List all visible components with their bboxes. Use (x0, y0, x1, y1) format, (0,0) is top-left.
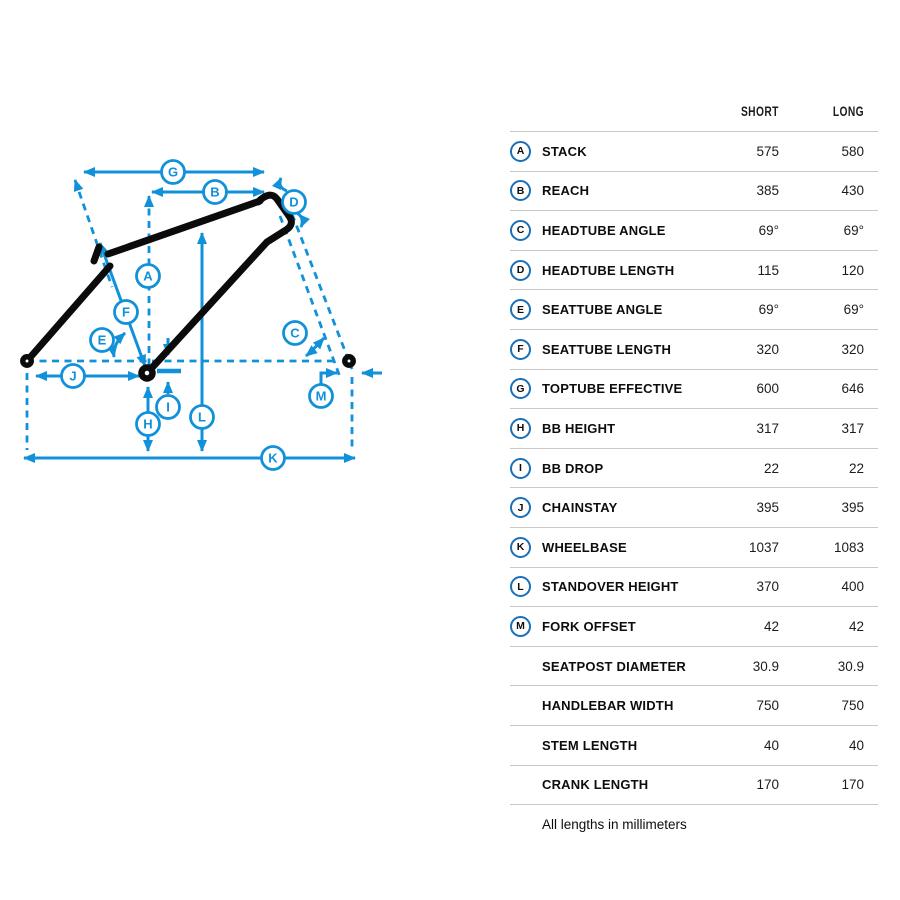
row-letter: E (516, 303, 524, 316)
svg-text:B: B (210, 184, 220, 200)
svg-text:G: G (167, 164, 179, 180)
row-label: TOPTUBE EFFECTIVE (542, 381, 683, 397)
row-letter-badge (510, 339, 531, 360)
row-value-short: 22 (763, 460, 779, 476)
row-label: WHEELBASE (542, 539, 627, 555)
row-value-long: 400 (841, 579, 864, 595)
row-value-short: 395 (756, 500, 779, 516)
row-letter: G (516, 382, 525, 395)
row-value-long: 317 (841, 420, 864, 436)
svg-text:F: F (122, 304, 130, 320)
row-letter-badge (510, 141, 531, 162)
row-value-short: 115 (757, 262, 779, 278)
marker-H (137, 413, 160, 436)
row-letter: D (516, 264, 525, 277)
row-label: STEM LENGTH (542, 737, 638, 753)
front-axle (345, 357, 353, 365)
row-value-short: 1037 (748, 539, 779, 555)
row-letter: C (516, 224, 525, 237)
row-label: SEATTUBE LENGTH (542, 341, 672, 357)
row-label: HANDLEBAR WIDTH (542, 698, 674, 714)
row-value-long: 430 (841, 183, 864, 199)
table-row (510, 647, 878, 687)
table-row (510, 488, 878, 528)
row-label: SEATPOST DIAMETER (542, 658, 687, 674)
angle-arrow-seattube-E (114, 333, 125, 357)
row-letter: I (519, 462, 522, 475)
row-value-short: 40 (763, 737, 779, 753)
row-value-short: 600 (756, 381, 779, 397)
row-value-long: 395 (841, 500, 864, 516)
marker-D (283, 191, 306, 214)
marker-C (284, 322, 307, 345)
table-row (510, 686, 878, 726)
row-value-short: 320 (756, 341, 779, 357)
row-letter-badge (510, 299, 531, 320)
steering-axis-line (280, 214, 352, 377)
table-row (510, 211, 878, 251)
row-value-short: 750 (756, 698, 779, 714)
marker-E (91, 329, 114, 352)
geometry-table-header (510, 74, 878, 131)
svg-text:J: J (69, 368, 77, 384)
svg-text:D: D (289, 194, 299, 210)
marker-B (204, 181, 227, 204)
geometry-table-body (510, 131, 878, 805)
table-row (510, 251, 878, 291)
row-value-long: 1083 (833, 539, 864, 555)
row-value-short: 30.9 (752, 658, 779, 674)
row-value-short: 385 (756, 183, 779, 199)
row-label: BB DROP (542, 460, 604, 476)
row-label: REACH (542, 183, 590, 199)
row-label: CRANK LENGTH (542, 777, 649, 793)
table-row (510, 449, 878, 489)
marker-M (310, 385, 333, 408)
row-value-long: 69° (843, 222, 864, 238)
bottom-bracket (142, 368, 153, 379)
marker-K (262, 447, 285, 470)
row-label: FORK OFFSET (542, 618, 636, 634)
row-value-long: 750 (841, 698, 864, 714)
row-value-short: 69° (758, 222, 779, 238)
table-row (510, 766, 878, 806)
marker-A (137, 265, 160, 288)
marker-I (157, 396, 180, 419)
row-letter-badge (510, 497, 531, 518)
marker-L (191, 406, 214, 429)
row-letter-badge (510, 220, 531, 241)
row-value-long: 42 (848, 618, 864, 634)
table-row (510, 330, 878, 370)
angle-arrow-headtube-C (306, 338, 324, 356)
row-letter-badge (510, 260, 531, 281)
table-row (510, 409, 878, 449)
row-label: HEADTUBE ANGLE (542, 222, 666, 238)
table-row (510, 290, 878, 330)
row-letter-badge (510, 616, 531, 637)
svg-text:K: K (268, 450, 278, 466)
svg-text:A: A (143, 268, 153, 284)
column-header-short: SHORT (741, 103, 779, 119)
row-value-long: 40 (848, 737, 864, 753)
row-letter-badge (510, 418, 531, 439)
row-label: HEADTUBE LENGTH (542, 262, 675, 278)
row-letter-badge (510, 378, 531, 399)
row-value-long: 580 (841, 143, 864, 159)
row-value-short: 370 (756, 579, 779, 595)
row-letter: B (516, 184, 525, 197)
marker-J (62, 365, 85, 388)
row-value-long: 320 (841, 341, 864, 357)
row-letter: M (516, 620, 525, 633)
row-label: SEATTUBE ANGLE (542, 302, 663, 318)
bike-frame-outline (27, 195, 291, 371)
row-label: STACK (542, 143, 587, 159)
row-letter-badge (510, 180, 531, 201)
row-value-long: 120 (841, 262, 864, 278)
row-value-long: 170 (841, 777, 864, 793)
row-letter: J (517, 501, 524, 514)
row-value-long: 646 (841, 381, 864, 397)
svg-text:E: E (97, 332, 107, 348)
table-row (510, 132, 878, 172)
geometry-table (510, 74, 878, 832)
row-value-short: 575 (756, 143, 779, 159)
svg-text:L: L (198, 409, 206, 425)
table-row (510, 370, 878, 410)
table-row (510, 607, 878, 647)
row-letter-badge (510, 537, 531, 558)
row-label: STANDOVER HEIGHT (542, 579, 679, 595)
rear-axle (23, 357, 31, 365)
row-letter-badge (510, 458, 531, 479)
svg-text:I: I (166, 399, 170, 415)
marker-F (115, 301, 138, 324)
row-label: BB HEIGHT (542, 420, 616, 436)
row-letter: H (516, 422, 525, 435)
units-footnote: All lengths in millimeters (542, 817, 687, 833)
bike-geometry-diagram (0, 150, 430, 480)
marker-G (162, 161, 185, 184)
svg-text:M: M (315, 388, 327, 404)
table-row (510, 726, 878, 766)
row-letter: L (517, 580, 524, 593)
row-value-short: 170 (756, 777, 779, 793)
row-label: CHAINSTAY (542, 500, 618, 516)
row-value-short: 317 (756, 420, 779, 436)
row-letter-badge (510, 576, 531, 597)
table-row (510, 528, 878, 568)
row-value-short: 42 (763, 618, 779, 634)
row-value-long: 69° (843, 302, 864, 318)
row-value-short: 69° (758, 302, 779, 318)
row-letter: A (516, 145, 525, 158)
row-value-long: 22 (848, 460, 864, 476)
row-letter: K (516, 541, 525, 554)
table-row (510, 568, 878, 608)
row-value-long: 30.9 (837, 658, 864, 674)
table-row (510, 172, 878, 212)
column-header-long: LONG (832, 103, 864, 119)
svg-text:C: C (290, 325, 300, 341)
row-letter: F (517, 343, 524, 356)
svg-text:H: H (143, 416, 153, 432)
